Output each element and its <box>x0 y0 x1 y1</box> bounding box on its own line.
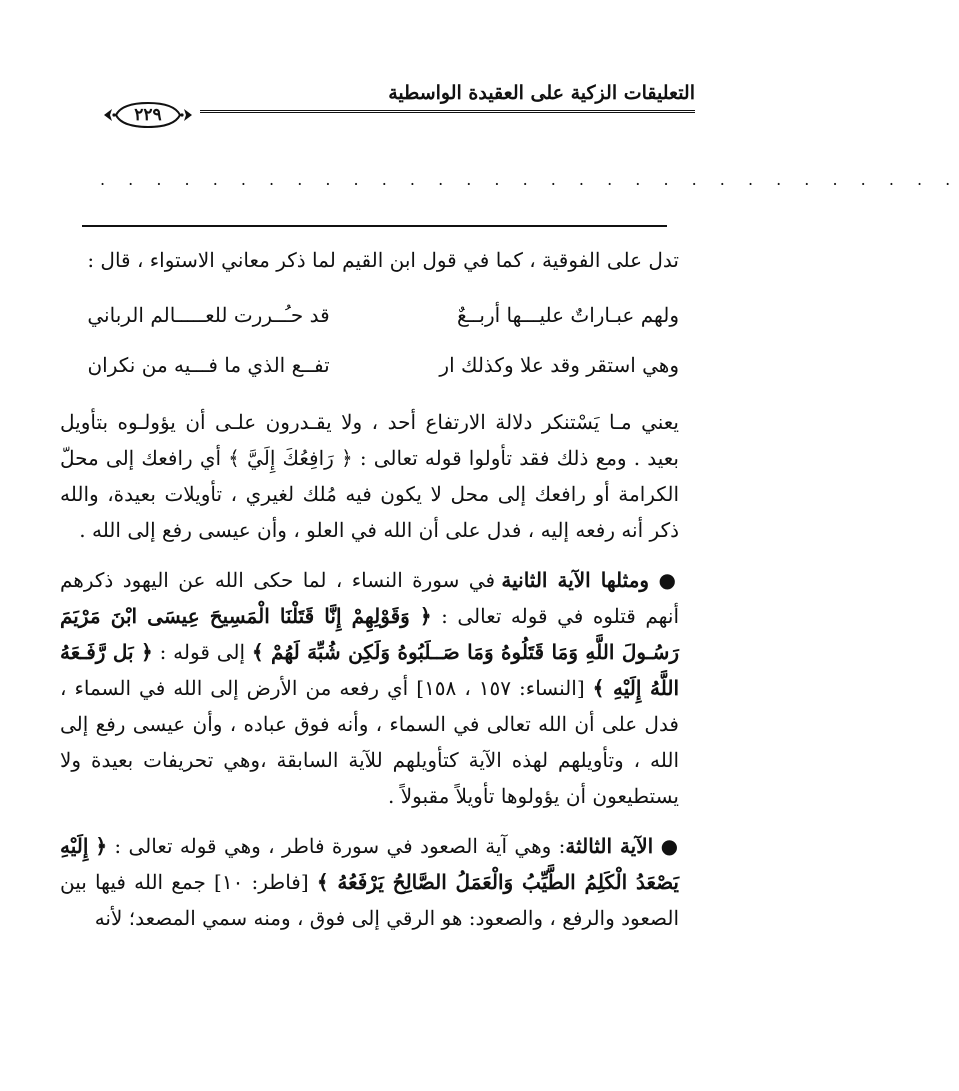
poem-verse <box>60 340 679 390</box>
paragraph-text: [فاطر: ١٠] جمع الله فيها بين الصعود والرفع ، والصعود: هو الرقي إلى فوق ، ومنه سمي المصعد؛ لأنه <box>60 870 679 930</box>
page-number: ٢٢٩ <box>134 105 162 125</box>
bullet-icon: ● <box>658 568 679 592</box>
quran-verse: ﴿ وَقَوْلِهِمْ إِنَّا قَتَلْنَا الْمَسِيحَ عِيسَى ابْنَ مَرْيَمَ رَسُـولَ اللَّهِ وَمَا قَتَلُوهُ وَمَا صَــلَبُوهُ وَلَكِن شُبِّهَ لَهُمْ ﴾ <box>60 604 679 664</box>
paragraph-2 <box>60 562 679 814</box>
verse-first-hemistich: ولهم عبـاراتٌ عليـــها أربــعٌ <box>457 303 679 327</box>
footnote-separator <box>82 225 667 227</box>
paragraph-lead: ومثلها الآية الثانية <box>501 568 650 592</box>
intro-line: تدل على الفوقية ، كما في قول ابن القيم لما ذكر معاني الاستواء ، قال : <box>87 248 679 272</box>
paragraph-3 <box>60 828 679 936</box>
paragraph-text: [النساء: ١٥٧ ، ١٥٨] أي رفعه من الأرض إلى الله في السماء ، فدل على أن الله تعالى في السماء ، وأنه فوق عباده ، وأن عيسى رفع إلى الله ، وتأويلهم لهذه الآية كتأويلهم للآية السابقة ،وهي تحريفات بعيدة ولا يستطيعون أن يؤولوها تأويلاً مقبولاً . <box>60 676 679 808</box>
header-double-rule <box>200 110 695 117</box>
poem <box>60 290 679 390</box>
poem-verse <box>60 290 679 340</box>
paragraph-text: إلى قوله : <box>152 640 252 664</box>
paragraph-text: في سورة النساء ، لما حكى الله عن اليهود ذكرهم أنهم قتلوه في قوله تعالى : <box>60 568 679 628</box>
quran-verse: ﴿ بَل رَّفَـعَهُ اللَّهُ إِلَيْهِ ﴾ <box>60 640 680 700</box>
footnote-dots: . . . . . . . . . . . . . . . . . . . . . . . . . . . . . . . <box>100 170 959 189</box>
main-text <box>60 242 679 936</box>
paragraph-lead: الآية الثالثة <box>565 834 654 858</box>
verse-first-hemistich: وهي استقر وقد علا وكذلك ار <box>439 353 679 377</box>
paragraph-text: : وهي آية الصعود في سورة فاطر ، وهي قوله تعالى : <box>107 834 566 858</box>
verse-second-hemistich: تفــع الذي ما فـــيه من نكران <box>87 353 330 377</box>
paragraph-1: يعني مـا يَسْتنكر دلالة الارتفاع أحد ، ولا يقـدرون علـى أن يؤولـوه بتأويل بعيد . ومع ذلك فقد تأولوا قوله تعالى : ﴿ رَافِعُكَ إِلَيَّ ﴾ أي رافعك إلى محلّ الكرامة أو رافعك إلى محل لا يكون فيه مُلك لغيري ، تأويلات بعيدة، والله ذكر أنه رفعه إليه ، فدل على أن الله في العلو ، وأن عيسى رفع إلى الله . <box>60 410 679 542</box>
running-header-title: التعليقات الزكية على العقيدة الواسطية <box>388 82 695 104</box>
page-number-ornament <box>102 100 194 130</box>
bullet-icon: ● <box>660 834 679 858</box>
quran-verse: ﴿ إِلَيْهِ يَصْعَدُ الْكَلِمُ الطَّيِّبُ وَالْعَمَلُ الصَّالِحُ يَرْفَعُهُ ﴾ <box>60 834 679 894</box>
verse-second-hemistich: قد حـُــررت للعـــــالم الرباني <box>87 303 330 327</box>
